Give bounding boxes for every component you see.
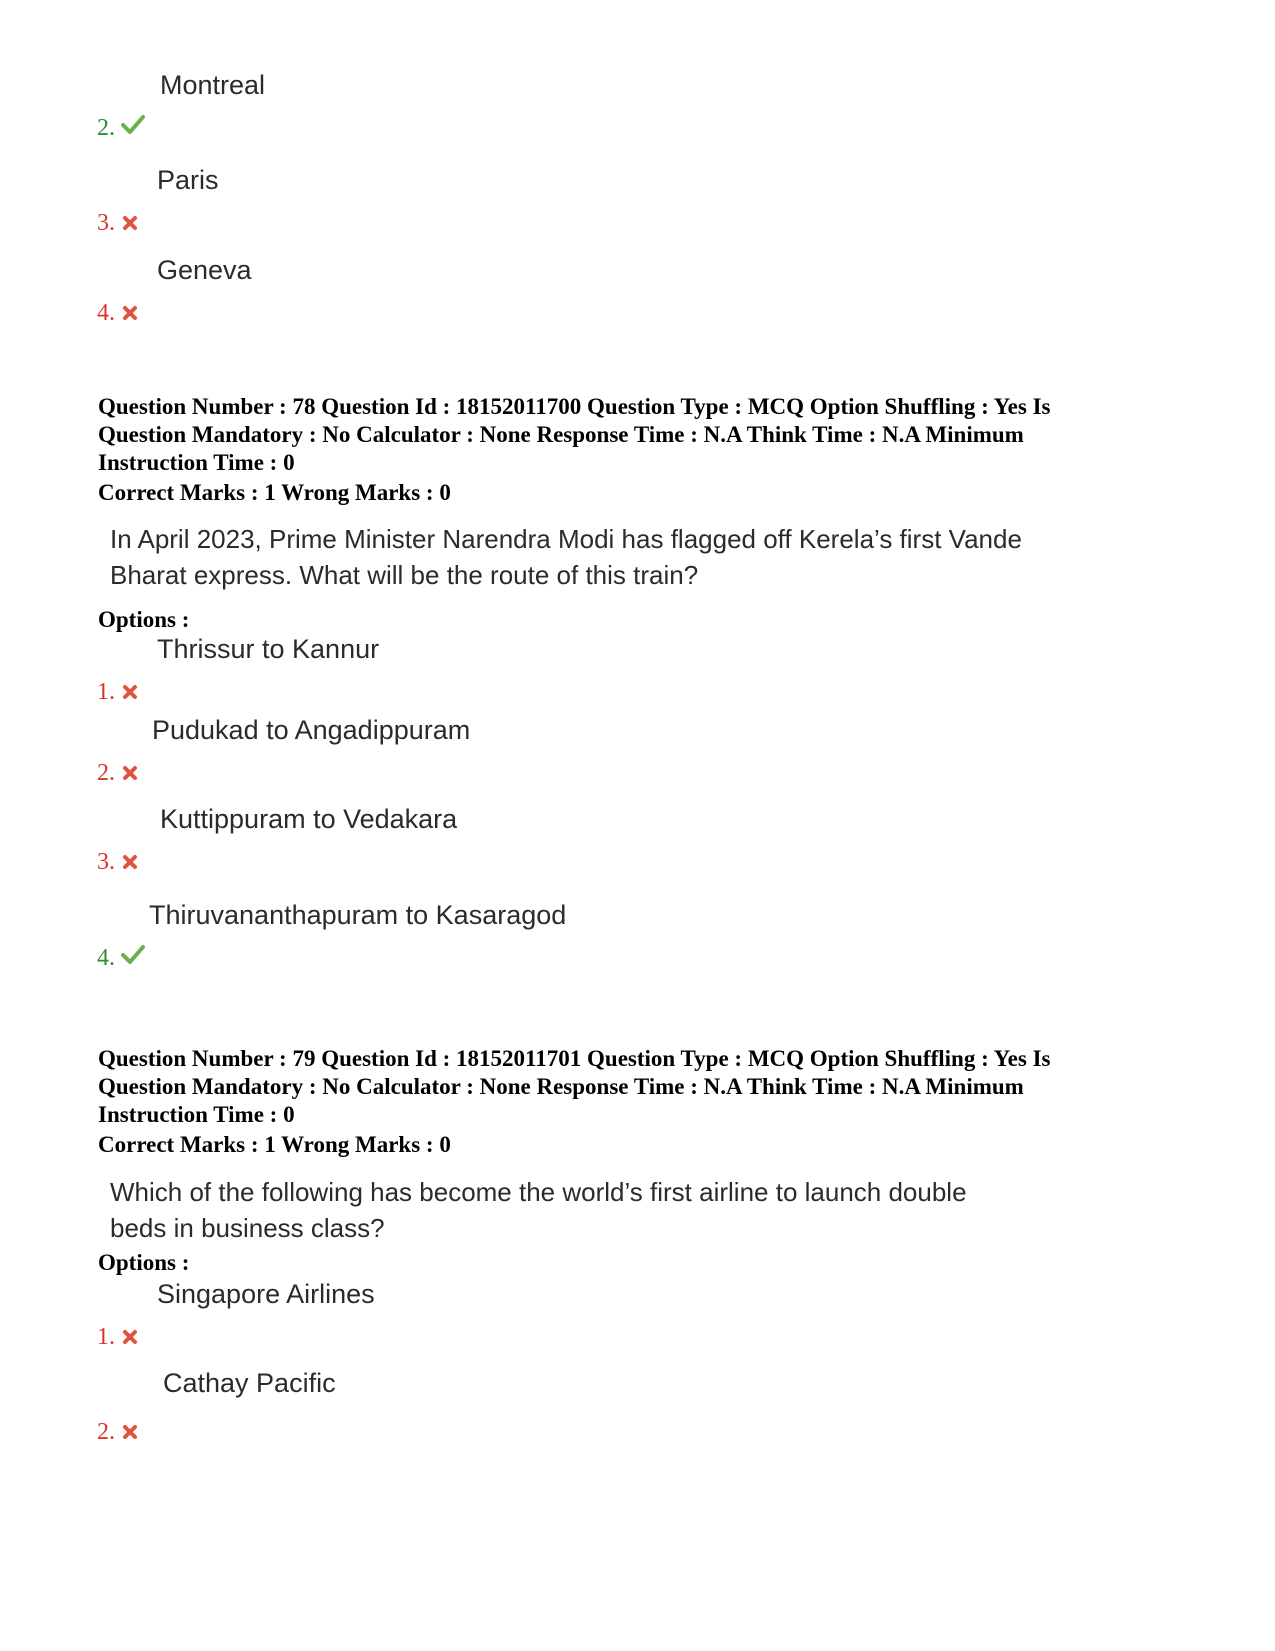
q78-option-2	[97, 715, 997, 785]
meta-line: Question Mandatory : No Calculator : None Response Time : N.A Think Time : N.A Minimum	[98, 1074, 1024, 1099]
options-label: Options :	[98, 1250, 190, 1275]
option-text: Pudukad to Angadippuram	[152, 715, 471, 745]
question-79-meta	[98, 1045, 1178, 1129]
q78-option-4	[97, 900, 997, 970]
option-number: 2.	[97, 1419, 115, 1445]
cross-icon	[122, 765, 138, 781]
question-79-marks: Correct Marks : 1 Wrong Marks : 0	[98, 1132, 451, 1157]
meta-line: Instruction Time : 0	[98, 450, 295, 475]
cross-icon	[122, 1424, 138, 1440]
cross-icon	[122, 305, 138, 321]
cross-icon	[122, 1329, 138, 1345]
meta-line: Question Number : 79 Question Id : 18152011701 Question Type : MCQ Option Shuffling : Yes Is	[98, 1046, 1051, 1071]
question-78-text	[110, 521, 1150, 593]
question-79-text	[110, 1174, 1150, 1246]
cross-icon	[122, 684, 138, 700]
option-number: 1.	[97, 679, 115, 705]
cross-icon	[122, 215, 138, 231]
option-text: Geneva	[157, 255, 252, 285]
cross-icon	[122, 854, 138, 870]
option-text: Thrissur to Kannur	[157, 634, 380, 664]
question-line: Which of the following has become the world’s first airline to launch double	[110, 1177, 967, 1207]
question-line: In April 2023, Prime Minister Narendra Modi has flagged off Kerela’s first Vande	[110, 524, 1022, 554]
meta-line: Instruction Time : 0	[98, 1102, 295, 1127]
option-text: Montreal	[160, 70, 266, 100]
prev-option-3	[97, 165, 997, 235]
q78-option-3	[97, 804, 997, 874]
option-number: 2.	[97, 115, 115, 141]
option-text: Thiruvananthapuram to Kasaragod	[149, 900, 567, 930]
q78-option-1	[97, 634, 997, 704]
q79-option-2	[97, 1368, 997, 1445]
question-line: beds in business class?	[110, 1213, 385, 1243]
question-78-marks: Correct Marks : 1 Wrong Marks : 0	[98, 480, 451, 505]
option-text: Paris	[157, 165, 219, 195]
option-number: 3.	[97, 210, 115, 236]
option-number: 1.	[97, 1324, 115, 1350]
option-number: 4.	[97, 945, 115, 971]
check-icon	[121, 944, 145, 964]
option-text: Kuttippuram to Vedakara	[160, 804, 458, 834]
prev-option-2	[97, 70, 997, 140]
q79-option-1	[97, 1279, 997, 1349]
prev-option-4	[97, 255, 997, 325]
question-78-meta	[98, 393, 1178, 477]
option-number: 4.	[97, 300, 115, 326]
meta-line: Question Mandatory : No Calculator : None Response Time : N.A Think Time : N.A Minimum	[98, 422, 1024, 447]
meta-line: Question Number : 78 Question Id : 18152011700 Question Type : MCQ Option Shuffling : Yes Is	[98, 394, 1051, 419]
option-text: Singapore Airlines	[157, 1279, 375, 1309]
option-number: 3.	[97, 849, 115, 875]
option-number: 2.	[97, 760, 115, 786]
options-label: Options :	[98, 607, 190, 632]
question-line: Bharat express. What will be the route of this train?	[110, 560, 699, 590]
check-icon	[121, 114, 145, 134]
option-text: Cathay Pacific	[163, 1368, 336, 1398]
